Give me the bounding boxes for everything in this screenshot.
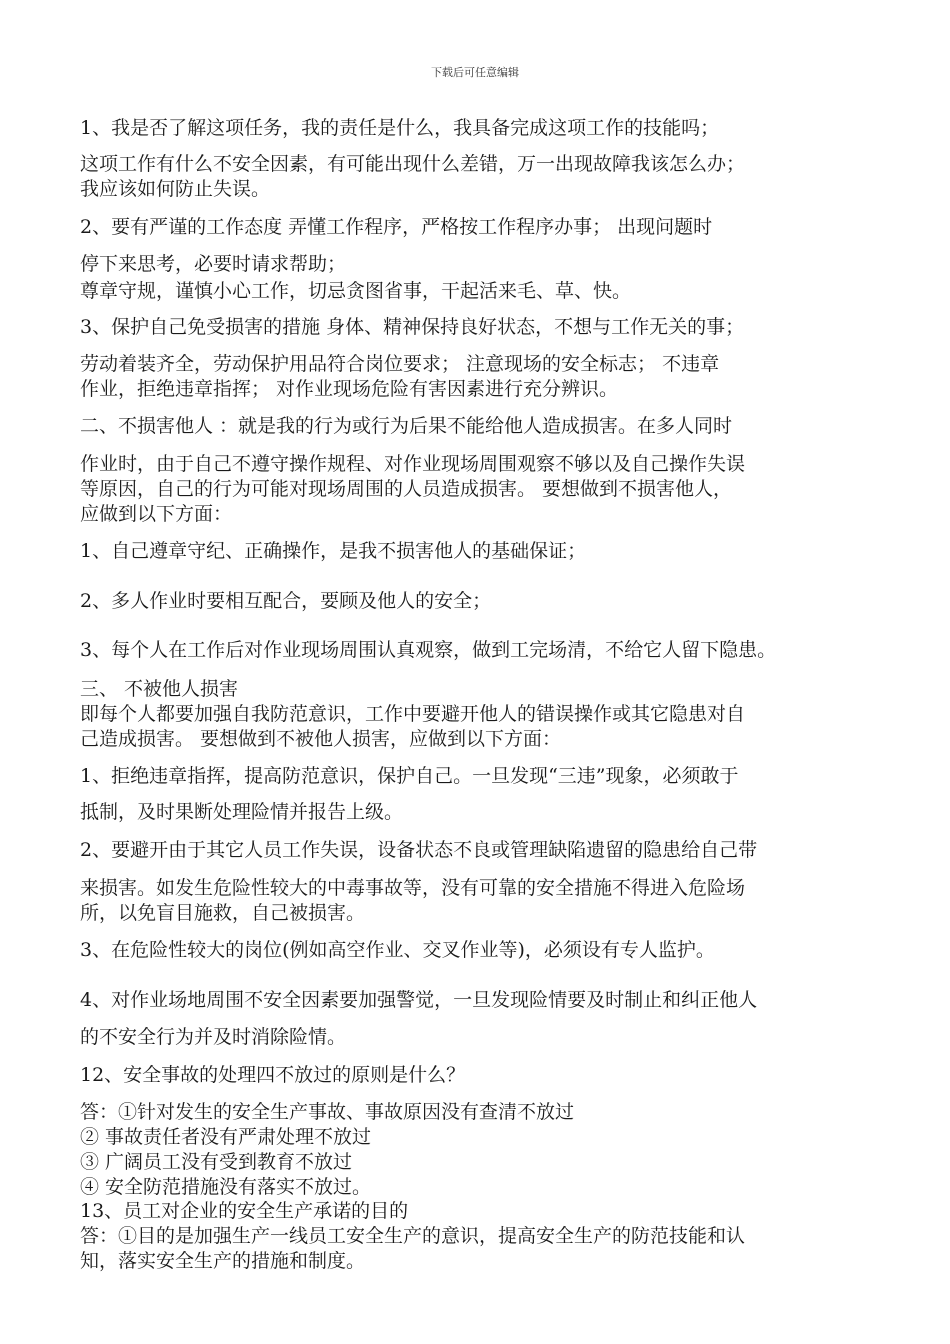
text-line: 3、保护自己免受损害的措施 身体、精神保持良好状态，不想与工作无关的事；: [80, 316, 745, 338]
text-line: 二、不损害他人 ：就是我的行为或行为后果不能给他人造成损害。在多人同时: [80, 415, 733, 437]
text-line: 劳动着装齐全，劳动保护用品符合岗位要求； 注意现场的安全标志； 不违章: [80, 353, 720, 375]
text-line: ② 事故责任者没有严肃处理不放过: [80, 1126, 372, 1148]
text-line: 等原因，自己的行为可能对现场周围的人员造成损害。 要想做到不损害他人，: [80, 478, 733, 500]
text-line: 尊章守规，谨慎小心工作，切忌贪图省事，干起活来毛、草、快。: [80, 280, 632, 302]
text-line: 2、要有严谨的工作态度 弄懂工作程序，严格按工作程序办事； 出现问题时: [80, 216, 713, 238]
text-line: 来损害。如发生危险性较大的中毒事故等，没有可靠的安全措施不得进入危险场: [80, 877, 746, 899]
text-line: ③ 广阔员工没有受到教育不放过: [80, 1151, 353, 1173]
text-line: 4、对作业场地周围不安全因素要加强警觉，一旦发现险情要及时制止和纠正他人: [80, 989, 758, 1011]
page-header: 下载后可任意编辑: [431, 66, 519, 79]
text-line: 答：①针对发生的安全生产事故、事故原因没有查清不放过: [80, 1101, 575, 1123]
text-line: 这项工作有什么不安全因素，有可能出现什么差错，万一出现故障我该怎么办；: [80, 153, 746, 175]
text-line: 己造成损害。 要想做到不被他人损害，应做到以下方面：: [80, 728, 562, 750]
text-line: 所，以免盲目施救，自己被损害。: [80, 902, 366, 924]
text-line: 即每个人都要加强自我防范意识，工作中要避开他人的错误操作或其它隐患对自: [80, 703, 746, 725]
text-line: 我应该如何防止失误。: [80, 178, 271, 200]
text-line: 作业，拒绝违章指挥； 对作业现场危险有害因素进行充分辨识。: [80, 378, 619, 400]
text-line: 1、自己遵章守纪、正确操作，是我不损害他人的基础保证；: [80, 540, 587, 562]
text-line: 13、员工对企业的安全生产承诺的目的: [80, 1200, 409, 1222]
text-line: 12、安全事故的处理四不放过的原则是什么？: [80, 1064, 466, 1086]
text-line: 的不安全行为并及时消除险情。: [80, 1026, 347, 1048]
text-line: 2、多人作业时要相互配合，要顾及他人的安全；: [80, 590, 492, 612]
text-line: 2、要避开由于其它人员工作失误，设备状态不良或管理缺陷遗留的隐患给自己带: [80, 839, 758, 861]
text-line: 1、拒绝违章指挥，提高防范意识，保护自己。一旦发现“三违”现象，必须敢于: [80, 765, 739, 787]
text-line: 知，落实安全生产的措施和制度。: [80, 1250, 366, 1272]
text-line: 3、在危险性较大的岗位(例如高空作业、交叉作业等)，必须设有专人监护。: [80, 939, 715, 961]
text-line: ④ 安全防范措施没有落实不放过。: [80, 1176, 372, 1198]
text-line: 三、 不被他人损害: [80, 678, 239, 700]
text-line: 停下来思考，必要时请求帮助；: [80, 253, 347, 275]
text-line: 作业时，由于自己不遵守操作规程、对作业现场周围观察不够以及自己操作失误: [80, 453, 746, 475]
text-line: 答：①目的是加强生产一线员工安全生产的意识，提高安全生产的防范技能和认: [80, 1225, 746, 1247]
text-line: 3、每个人在工作后对作业现场周围认真观察，做到工完场清，不给它人留下隐患。: [80, 639, 777, 661]
text-line: 应做到以下方面：: [80, 503, 233, 525]
text-line: 1、我是否了解这项任务，我的责任是什么，我具备完成这项工作的技能吗；: [80, 117, 720, 139]
text-line: 抵制，及时果断处理险情并报告上级。: [80, 801, 404, 823]
